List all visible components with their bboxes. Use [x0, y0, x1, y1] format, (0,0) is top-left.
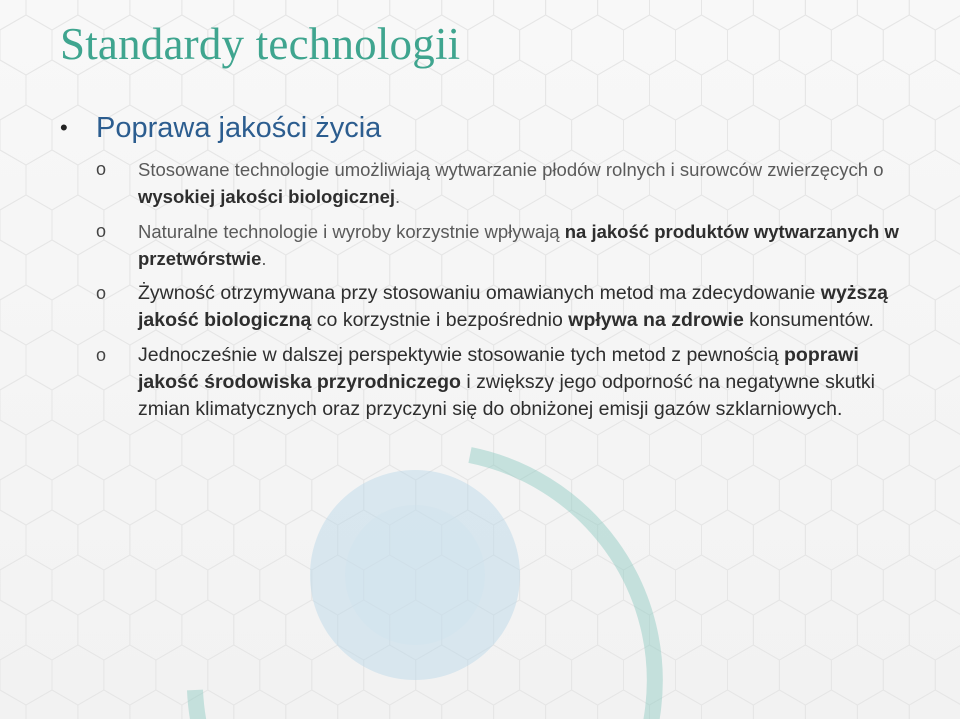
sub-item	[60, 342, 920, 423]
text-run: Stosowane technologie umożliwiają wytwarzanie płodów rolnych i surowców zwierzęcych o	[138, 159, 884, 180]
sub-item-text	[138, 221, 899, 269]
sub-bullet-marker: o	[96, 159, 107, 179]
text-run: konsumentów.	[743, 309, 874, 331]
sub-bullet-marker: o	[96, 221, 107, 241]
sub-bullet-list	[60, 156, 920, 423]
text-run: co korzystnie i bezpośrednio	[311, 309, 569, 331]
text-run: Żywność otrzymywana przy stosowaniu omawianych metod ma zdecydowanie	[138, 282, 821, 304]
emphasis-text: poprawi jakość środowiska przyrodniczego	[138, 344, 859, 393]
text-run: Naturalne technologie i wyroby korzystnie wpływają	[138, 221, 565, 242]
slide-title: Standardy technologii	[60, 19, 461, 69]
sub-item	[60, 218, 920, 272]
sub-bullet-marker: o	[96, 345, 107, 365]
blue-circle-inner	[345, 505, 485, 645]
emphasis-text: wysokiej jakości biologicznej	[138, 186, 396, 207]
sub-item	[60, 156, 920, 210]
sub-item-text	[138, 282, 888, 331]
sub-item	[60, 280, 920, 334]
text-run: .	[261, 248, 267, 269]
sub-item-text	[138, 159, 883, 207]
bullet-marker: •	[60, 115, 68, 140]
emphasis-text: na jakość produktów wytwarzanych w przetwórstwie	[138, 221, 899, 269]
slide-content	[60, 108, 920, 431]
sub-bullet-marker: o	[96, 283, 107, 303]
sub-item-text	[138, 344, 875, 420]
main-bullet	[60, 108, 920, 148]
emphasis-text: wyższą jakość biologiczną	[138, 282, 888, 331]
emphasis-text: wpływa na zdrowie	[568, 309, 744, 331]
text-run: Jednocześnie w dalszej perspektywie stosowanie tych metod z pewnością	[138, 344, 784, 366]
text-run: i zwiększy jego odporność na negatywne skutki zmian klimatycznych oraz przyczyni się do obniżonej emisji gazów szklarniowych.	[138, 371, 875, 420]
text-run: .	[395, 186, 401, 207]
main-bullet-text: Poprawa jakości życia	[96, 112, 382, 144]
